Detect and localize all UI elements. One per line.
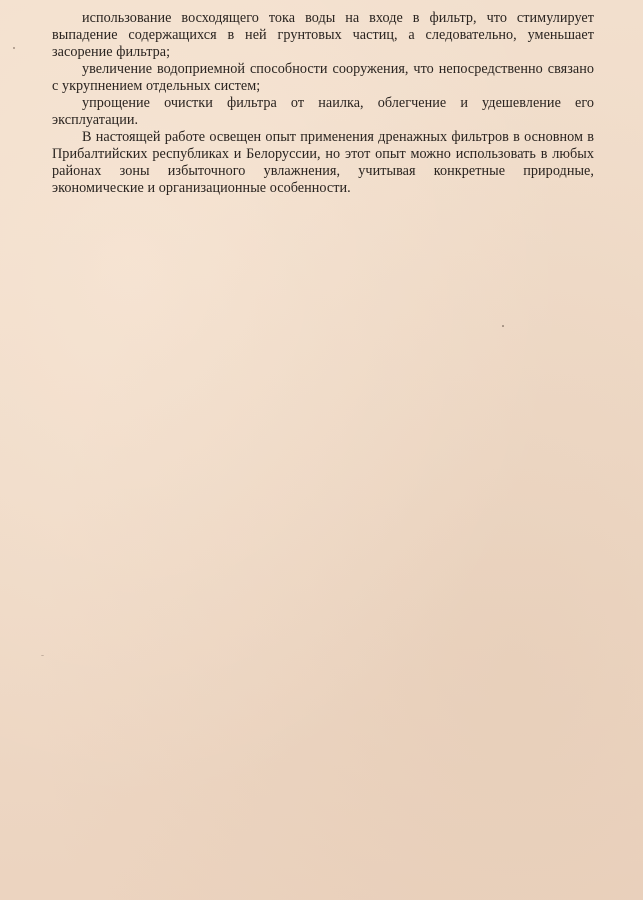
paper-speck (41, 655, 44, 656)
paragraph-intake-capacity: увеличение водоприемной способности сооружения, что непосредственно связано с укрупнением отдельных систем; (52, 61, 594, 94)
paragraph-experience: В настоящей работе освещен опыт применения дренажных фильтров в основном в Прибалтийских республиках и Белоруссии, но этот опыт можно использовать в любых районах зоны избыточного увлажнения, учитывая конкретные природные, экономические и организационные особенности. (52, 129, 594, 196)
body-text (52, 10, 594, 197)
paragraph-upward-flow: использование восходящего тока воды на входе в фильтр, что стимулирует выпадение содержащихся в ней грунтовых частиц, а следовательно, уменьшает засорение фильтра; (52, 10, 594, 60)
paper-speck (502, 325, 504, 327)
paper-speck (13, 47, 15, 49)
paragraph-cleaning: упрощение очистки фильтра от наилка, облегчение и удешевление его эксплуатации. (52, 95, 594, 128)
